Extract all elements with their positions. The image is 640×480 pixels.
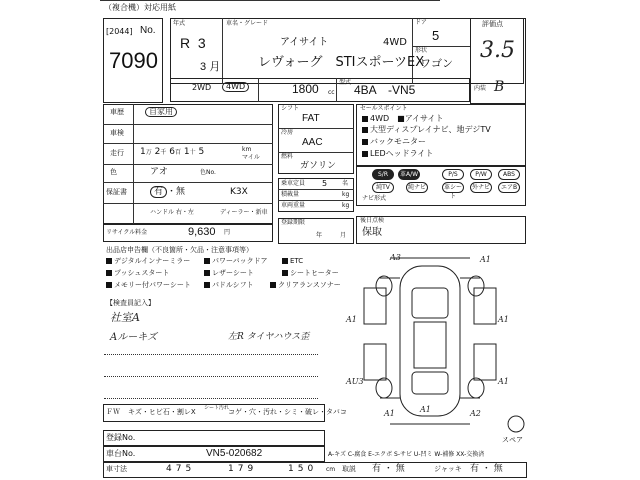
shift-label: シフト (281, 105, 300, 112)
fw-seat-label: シート汚れ (204, 405, 230, 411)
equip-leather-aw: 革A/W (399, 171, 419, 178)
dealer-options: ディーラー・新車 (220, 209, 268, 216)
car-windshield (412, 288, 448, 318)
jack-label: ジャッキ (434, 465, 462, 473)
displacement: 1800 (292, 82, 319, 96)
manual-label: 取説 (342, 465, 356, 473)
car-bumper-lines (380, 278, 480, 398)
equip-abs: ABS (498, 169, 520, 180)
sales-point-1: 4WD ■アイサイト (362, 115, 443, 123)
door-label: ドア (415, 19, 427, 26)
size-label: 車寸法 (106, 465, 127, 473)
equip-airbag: エアB (498, 182, 520, 193)
chassis-value: VN5-020682 (206, 448, 263, 459)
car-side-left-front (364, 288, 386, 324)
manual-opts: 有 ・ 無 (372, 464, 405, 474)
car-wheel-lf (376, 276, 392, 296)
inspector-note-1: 社室A (110, 311, 140, 324)
km-unit: km (242, 146, 252, 153)
repair-value: 保取 (362, 227, 382, 238)
spare-label: スペア (502, 436, 523, 444)
score-label: 評価点 (482, 20, 503, 28)
model-line2: レヴォーグ STIスポーツEX (258, 55, 425, 70)
color-no-label: 色No. (200, 169, 216, 176)
car-wheel-lr (376, 378, 392, 398)
shaken-value: 自家用 (145, 107, 177, 117)
type-value: 4BA -VN5 (354, 83, 416, 97)
mark-1: A3 (390, 253, 401, 262)
outlet-title: 出品店申告欄（不良箇所・欠品・注意事項等） (106, 246, 253, 254)
outlet-item-4: プッシュスタート (106, 270, 169, 277)
model-drive: 4WD (383, 37, 407, 48)
car-wheel-rr (468, 378, 484, 398)
riding-value: 5 (322, 179, 328, 188)
reg-limit-month: 月 (340, 232, 347, 239)
interior-label: 内装 (474, 85, 487, 92)
sales-points-label: セールスポイント (360, 105, 408, 112)
inspector-title: 【検査員記入】 (106, 299, 155, 307)
load-label: 積載量 (281, 191, 300, 198)
outlet-item-9: クリアランスソナー (270, 282, 341, 289)
fw-label: ＦＷ (106, 408, 120, 416)
door-value: 5 (432, 28, 440, 43)
fw-text: キズ・ヒビ石・割レX (128, 408, 196, 416)
recycle-unit: 円 (224, 229, 231, 236)
spare-tire-icon (508, 416, 524, 432)
fuel-label: 燃料 (281, 153, 294, 160)
lot-box-no: [2044] (106, 27, 133, 36)
equip-sr: S/R (372, 169, 394, 180)
shift-value: FAT (302, 113, 320, 124)
fw-text-2: コゲ・穴・汚れ・シミ・破レ・タバコ (228, 408, 347, 416)
sales-point-3: バックモニター (362, 138, 426, 146)
equip-tv: 純TV (372, 182, 394, 193)
year-month: 3 月 (200, 61, 221, 73)
equip-ext-navi: 外ナビ (471, 184, 490, 191)
equip-ps: P/S (442, 169, 464, 180)
reg-label: 登録No. (106, 433, 136, 442)
kenken-label: 車検 (110, 129, 124, 137)
car-side-right-front (474, 288, 496, 324)
color-code: K3X (230, 187, 248, 197)
car-side-right-rear (474, 344, 496, 380)
lot-number: 7090 (109, 48, 158, 73)
sales-point-4: LEDヘッドライト (362, 150, 433, 158)
outlet-item-1: デジタルインナーミラー (106, 258, 190, 265)
mileage-label: 走行 (110, 149, 124, 157)
drive-row (170, 78, 470, 102)
car-rear-window (412, 372, 448, 394)
model-label: 車名・グレード (226, 20, 269, 27)
mark-7: A1 (420, 405, 431, 414)
no-label: No. (140, 25, 156, 36)
reg-limit-year: 年 (316, 232, 323, 239)
outlet-item-3: ETC (282, 258, 303, 265)
reg-limit-label: 登録期限 (281, 219, 306, 226)
size-length: 475 (166, 464, 196, 474)
shaken-label: 車歴 (110, 108, 124, 116)
outlet-item-2: パワーバックドア (204, 258, 267, 265)
shape-value: ワゴン (420, 57, 453, 70)
color-label: 色 (110, 168, 117, 176)
outlet-item-8: パドルシフト (204, 282, 254, 289)
riding-unit: 名 (342, 180, 349, 187)
equip-navi: 純ナビ (407, 184, 426, 191)
ac-label: 冷房 (281, 129, 294, 136)
color-value: アオ (150, 167, 168, 177)
interior-value: B (494, 79, 505, 95)
weight-label: 車両重量 (281, 202, 306, 209)
load-unit: kg (342, 191, 350, 198)
year-era: R 3 (180, 35, 206, 51)
warranty-opts: 有 ・無 (150, 188, 185, 197)
outlet-item-5: レザーシート (204, 270, 254, 277)
car-side-left-rear (364, 344, 386, 380)
recycle-value: 9,630 (188, 226, 216, 238)
year-label: 年式 (173, 20, 186, 27)
score-value: 3.5 (480, 38, 515, 63)
mark-5: AU3 (346, 377, 364, 386)
outlet-item-6: シートヒーター (282, 270, 339, 277)
weight-unit: kg (342, 202, 350, 209)
ac-value: AAC (302, 137, 323, 148)
chassis-label: 車台No. (106, 449, 136, 458)
size-height: 150 (288, 464, 318, 474)
drive-4wd: 4WD (222, 82, 249, 92)
fuel-value: ガソリン (300, 161, 337, 171)
mark-2: A1 (480, 255, 491, 264)
equip-pw: P/W (470, 169, 492, 180)
car-damage-diagram (330, 248, 530, 438)
equip-leather-seat: 革シート (443, 184, 462, 200)
inspector-note-2: Aルーキズ (110, 332, 158, 343)
riding-label: 乗車定員 (281, 180, 306, 187)
mark-4: A1 (498, 315, 509, 324)
header-note: （複合機）対応用紙 (104, 3, 176, 12)
repair-label: 後日点検 (360, 217, 385, 224)
car-wheel-rf (468, 276, 484, 296)
navi-type-label: ナビ形式 (362, 195, 387, 202)
outlet-item-7: メモリー付パワーシート (106, 282, 191, 289)
sales-point-2: 大型ディスプレイナビ、地デジTV (362, 126, 491, 134)
shape-label: 形状 (415, 47, 428, 54)
jack-opts: 有 ・ 無 (470, 464, 503, 474)
car-roof (414, 322, 446, 368)
warranty-label: 保証書 (106, 188, 127, 196)
mileage-value: 1万 2千 6百 1十 5 (140, 147, 205, 157)
type-label: 型式 (339, 79, 352, 86)
mile-unit: マイル (242, 154, 260, 161)
mark-9: A2 (470, 409, 481, 418)
drive-2wd: 2WD (192, 83, 212, 92)
mark-8: A1 (384, 409, 395, 418)
mark-6: A1 (498, 377, 509, 386)
model-line1: アイサイト (280, 37, 329, 48)
recycle-label: リサイクル料金 (106, 229, 148, 236)
size-width: 179 (228, 464, 258, 474)
size-unit: cm (326, 466, 336, 473)
reg-row (103, 430, 325, 446)
cc-unit: cc (328, 89, 335, 96)
mark-3: A1 (346, 315, 357, 324)
inspector-note-3: 左R タイヤハウス歪 (228, 332, 310, 342)
handle-options: ハンドル 右・左 (150, 209, 194, 216)
damage-legend: A-キズ C-腐食 E-エクボ S-サビ U-凹ミ W-補修 XX-交換済 (328, 451, 485, 458)
